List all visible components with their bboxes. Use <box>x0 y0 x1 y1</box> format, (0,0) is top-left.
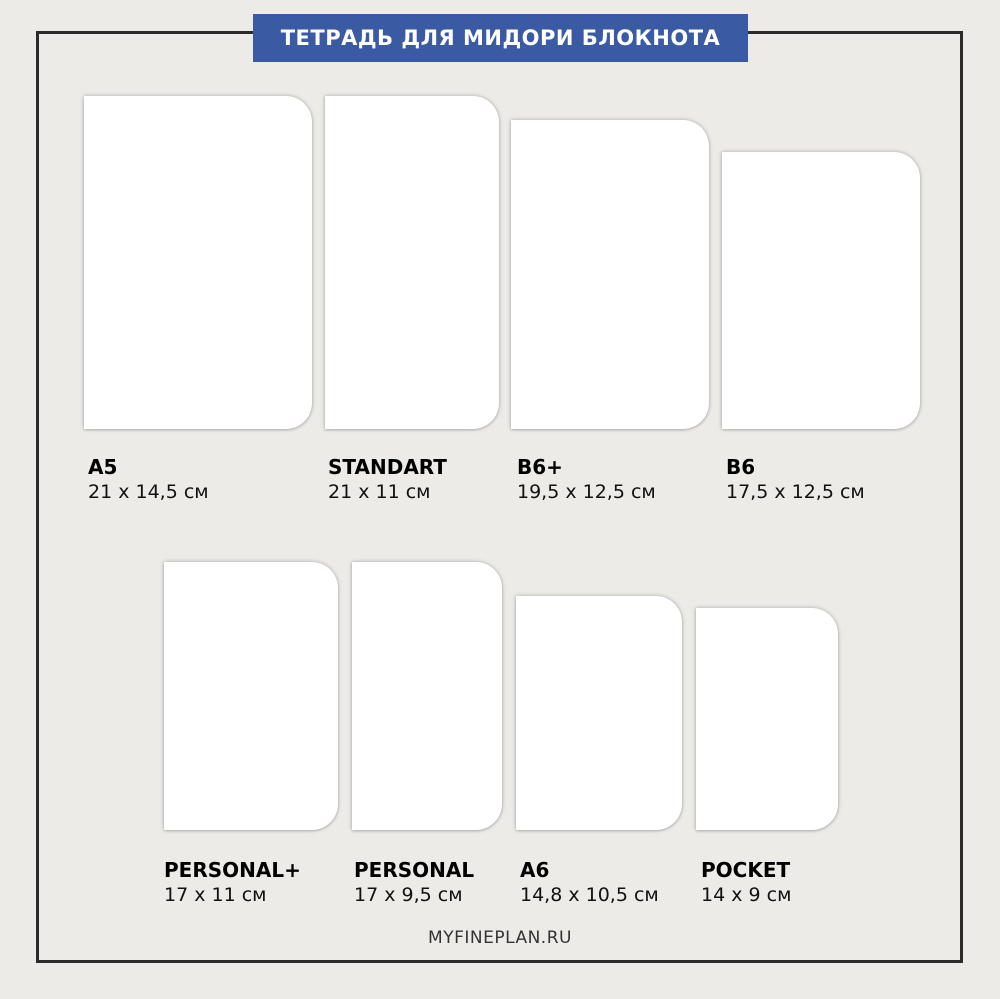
format-name: STANDART <box>328 455 447 479</box>
format-label-pocket <box>701 858 791 908</box>
format-label-a5 <box>88 455 209 505</box>
format-name: PERSONAL <box>354 858 475 882</box>
format-dims: 14 x 9 см <box>701 884 792 906</box>
sheet-b6-plus <box>511 120 709 429</box>
format-label-b6 <box>726 455 865 505</box>
sheet-a6 <box>516 596 682 830</box>
format-dims: 17 x 9,5 см <box>354 884 463 906</box>
format-name: A5 <box>88 455 118 479</box>
format-label-a6 <box>520 858 659 908</box>
format-dims: 17 x 11 см <box>164 884 267 906</box>
page-title: ТЕТРАДЬ ДЛЯ МИДОРИ БЛОКНОТА <box>280 26 721 50</box>
format-name: B6+ <box>517 455 563 479</box>
format-label-standart <box>328 455 447 505</box>
format-label-personal <box>354 858 474 908</box>
format-name: PERSONAL+ <box>164 858 301 882</box>
footer-url: MYFINEPLAN.RU <box>428 928 572 948</box>
sheet-b6 <box>722 152 920 429</box>
format-dims: 17,5 x 12,5 см <box>726 481 865 503</box>
format-dims: 21 x 11 см <box>328 481 431 503</box>
title-banner <box>253 14 748 62</box>
sheet-personal-plus <box>164 562 338 830</box>
sheet-personal <box>352 562 502 830</box>
format-label-b6-plus <box>517 455 656 505</box>
format-dims: 21 x 14,5 см <box>88 481 209 503</box>
format-name: B6 <box>726 455 756 479</box>
format-name: POCKET <box>701 858 791 882</box>
format-name: A6 <box>520 858 550 882</box>
format-dims: 19,5 x 12,5 см <box>517 481 656 503</box>
format-label-personal-plus <box>164 858 301 908</box>
format-dims: 14,8 x 10,5 см <box>520 884 659 906</box>
sheet-pocket <box>696 608 838 830</box>
sheet-a5 <box>84 96 312 429</box>
sheet-standart <box>325 96 499 429</box>
